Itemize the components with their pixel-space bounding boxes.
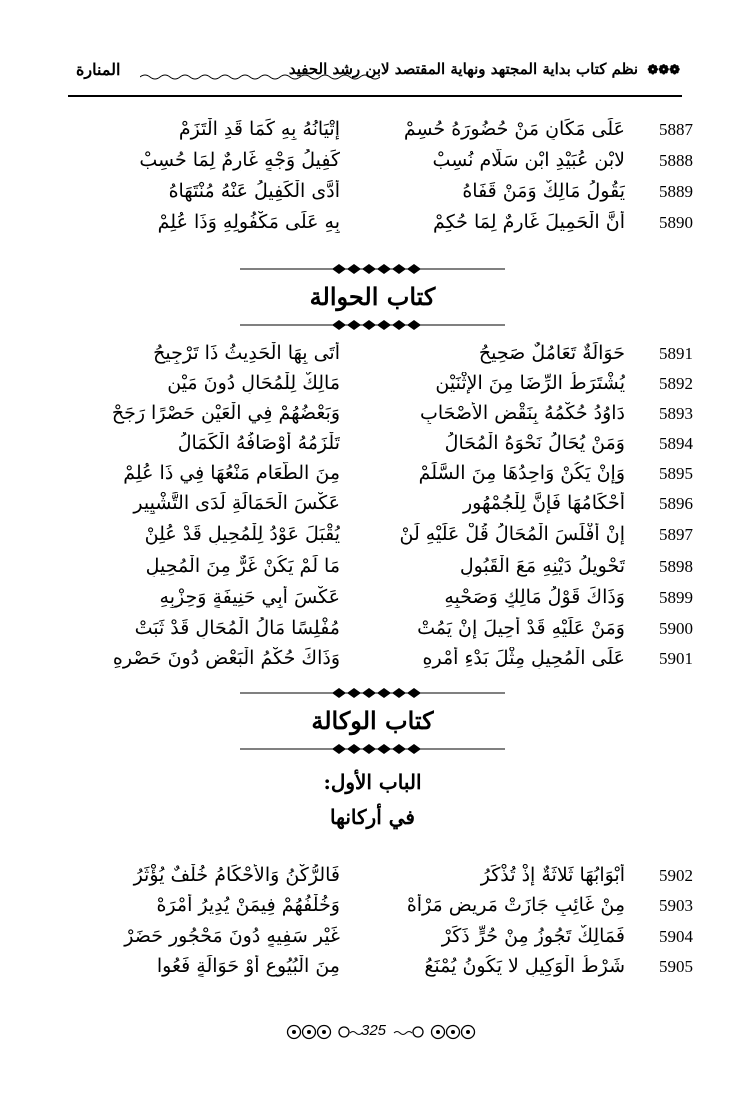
verse-number: 5890 — [659, 213, 693, 232]
verse-number: 5897 — [659, 525, 693, 544]
verse-row — [80, 586, 705, 616]
verse-number: 5898 — [659, 557, 693, 576]
verse-second-hemistich: مَا لَمْ يَكُنْ غَرٌّ مِنَ الْمُحِيلِ — [145, 555, 340, 577]
verse-row — [80, 492, 705, 522]
verse-row — [80, 118, 705, 148]
book-title-hawala: كتاب الحوالة — [309, 282, 436, 311]
header-rule — [68, 95, 682, 97]
verse-first-hemistich: أَحْكَامُهَا فَإِنَّ لِلْجُمْهُورِ — [462, 492, 625, 514]
verse-number: 5905 — [659, 957, 693, 976]
verse-number: 5891 — [659, 344, 693, 363]
verse-second-hemistich: تَلْزَمُهُ أَوْصَافُهُ الْكَمَالُ — [177, 432, 340, 454]
verse-first-hemistich: عَلَى مَكَانٍ مَنْ حُضُورَهُ حُسِمْ — [403, 118, 625, 140]
verse-first-hemistich: وَذَاكَ قَوْلُ مَالِكٍ وَصَحْبِهِ — [444, 586, 625, 608]
verse-first-hemistich: دَاوُدُ حُكْمُهُ بِنَقْضِ الأَصْحَابِ — [419, 402, 625, 424]
verse-row — [80, 647, 705, 677]
verse-row — [80, 555, 705, 585]
verse-first-hemistich: وَمَنْ عَلَيْهِ قَدْ أُحِيلَ إِنْ يَمُتْ — [417, 617, 625, 639]
verse-number: 5899 — [659, 588, 693, 607]
page-footer — [0, 1022, 745, 1046]
divider-ornament — [240, 262, 505, 276]
verse-number: 5888 — [659, 151, 693, 170]
wavy-line-ornament — [140, 73, 380, 81]
verse-number: 5895 — [659, 464, 693, 483]
verse-first-hemistich: لابْنِ عُبَيْدِ ابْنِ سَلَّامٍ نُسِبْ — [432, 149, 625, 171]
verse-row — [80, 462, 705, 492]
verse-second-hemistich: عَكْسَ الْحَمَالَةِ لَدَى التَّشْيِيرِ — [133, 492, 340, 514]
verse-first-hemistich: إِنْ أَفْلَسَ الْمُحَالُ قُلْ عَلَيْهِ لَنْ — [399, 523, 625, 545]
verse-number: 5894 — [659, 434, 693, 453]
verse-row — [80, 342, 705, 372]
verse-second-hemistich: فَالرُّكْنُ وَالأَحْكَامُ خُلْفٌ يُؤْثَرُ — [133, 864, 340, 886]
book-name: المنارة — [76, 60, 121, 79]
verse-first-hemistich: مِنْ غَائِبٍ جَازَتْ مَرِيضٍ مَرْأَهْ — [406, 894, 625, 916]
divider-ornament — [240, 742, 505, 756]
verse-number: 5887 — [659, 120, 693, 139]
running-head — [70, 60, 680, 90]
verse-second-hemistich: وَذَاكَ حُكْمُ الْبَعْضِ دُونَ حَصْرِهِ — [112, 647, 340, 669]
verse-second-hemistich: وَخُلْفُهُمْ فِيمَنْ يُدِيرُ أَمْرَهْ — [156, 894, 340, 916]
flower-ornament-icon: ❁❁❁ — [647, 63, 680, 78]
chapter-title: الباب الأول: — [323, 770, 422, 794]
verse-second-hemistich: غَيْرِ سَفِيهٍ دُونَ مَحْجُورٍ حَضَرْ — [124, 925, 340, 947]
chapter-subtitle: في أركانها — [330, 805, 415, 829]
verse-row — [80, 372, 705, 402]
verse-first-hemistich: أَنَّ الْحَمِيلَ غَارِمٌ لِمَا حُكِمْ — [433, 211, 625, 233]
verse-second-hemistich: يُقْبَلَ عَوْدُ لِلْمُحِيلِ قَدْ عُلِنْ — [144, 523, 340, 545]
verse-second-hemistich: مِنَ الطَّعَامِ مَنْعُهَا فِي ذَا عُلِمْ — [123, 462, 340, 484]
verse-second-hemistich: عَكْسَ أَبِي حَنِيفَةٍ وَحِزْبِهِ — [159, 586, 340, 608]
verse-first-hemistich: أَبْوَابُهَا ثَلاثَةٌ إِذْ تُذْكَرُ — [480, 864, 625, 886]
verse-number: 5903 — [659, 896, 693, 915]
verse-number: 5892 — [659, 374, 693, 393]
verse-first-hemistich: تَحْوِيلُ دَيْنِهِ مَعَ الْقَبُولِ — [459, 555, 625, 577]
verse-first-hemistich: وَإِنْ يَكُنْ وَاحِدُهَا مِنَ السَّلَمْ — [418, 462, 625, 484]
verse-row — [80, 149, 705, 179]
verse-row — [80, 955, 705, 985]
verse-first-hemistich: فَمَالِكٌ تَجُوزُ مِنْ حُرٍّ ذَكَرْ — [441, 925, 625, 947]
verse-second-hemistich: كَفِيلُ وَجْهٍ غَارِمٌ لِمَا حُسِبْ — [139, 149, 340, 171]
running-title: نظم كتاب بداية المجتهد ونهاية المقتصد لابن رشد الحفيد — [288, 60, 639, 78]
verse-first-hemistich: حَوَالَةٌ تَعَامُلٌ صَحِيحُ — [478, 342, 625, 364]
verse-second-hemistich: مُفْلِسًا مَالُ الْمُحَالِ قَدْ ثَبَتْ — [134, 617, 340, 639]
verse-number: 5900 — [659, 619, 693, 638]
verse-row — [80, 925, 705, 955]
verse-row — [80, 432, 705, 462]
page-number: 325 — [361, 1022, 387, 1039]
verse-number: 5902 — [659, 866, 693, 885]
verse-second-hemistich: مِنَ الْبُيُوعِ أَوْ حَوَالَةٍ فَعُوا — [156, 955, 340, 977]
verse-second-hemistich: مَالِكٌ لِلْمُحَالِ دُونَ مَيْنِ — [167, 372, 340, 394]
verse-row — [80, 180, 705, 210]
verse-first-hemistich: يَقُولُ مَالِكٌ وَمَنْ قَفَاهُ — [462, 180, 625, 202]
verse-second-hemistich: إتْيَانُهُ بِهِ كَمَا قَدِ الْتَزَمْ — [178, 118, 340, 140]
verse-second-hemistich: وَبَعْضُهُمْ فِي الْعَيْنِ حَصْرًا رَجَحْ — [111, 402, 340, 424]
verse-first-hemistich: شَرْطُ الْوَكِيلِ لا يَكُونُ يُمْنَعُ — [424, 955, 625, 977]
verse-row — [80, 523, 705, 553]
verse-row — [80, 617, 705, 647]
verse-row — [80, 211, 705, 241]
verse-number: 5893 — [659, 404, 693, 423]
verse-number: 5896 — [659, 494, 693, 513]
verse-second-hemistich: أَدَّى الْكَفِيلُ عَنْهُ مُنْتَهَاهُ — [168, 180, 340, 202]
book-title-wakala: كتاب الوكالة — [311, 706, 434, 735]
verse-second-hemistich: أَتَى بِهَا الْحَدِيثُ ذَا تَرْجِيحُ — [153, 342, 340, 364]
verse-first-hemistich: عَلَى الْمُحِيلِ مِثْلَ بَدْءِ أَمْرِهِ — [422, 647, 625, 669]
verse-second-hemistich: بِهِ عَلَى مَكْفُولِهِ وَذَا عُلِمْ — [157, 211, 340, 233]
divider-ornament — [240, 686, 505, 700]
verse-first-hemistich: وَمَنْ يُحَالُ نَحْوَهُ الْمُحَالُ — [444, 432, 625, 454]
verse-first-hemistich: يُشْتَرَطُ الرِّضَا مِنَ الإِثْنَيْنِ — [435, 372, 625, 394]
verse-number: 5889 — [659, 182, 693, 201]
verse-number: 5904 — [659, 927, 693, 946]
divider-ornament — [240, 318, 505, 332]
verse-row — [80, 894, 705, 924]
verse-row — [80, 402, 705, 432]
verse-row — [80, 864, 705, 894]
verse-number: 5901 — [659, 649, 693, 668]
